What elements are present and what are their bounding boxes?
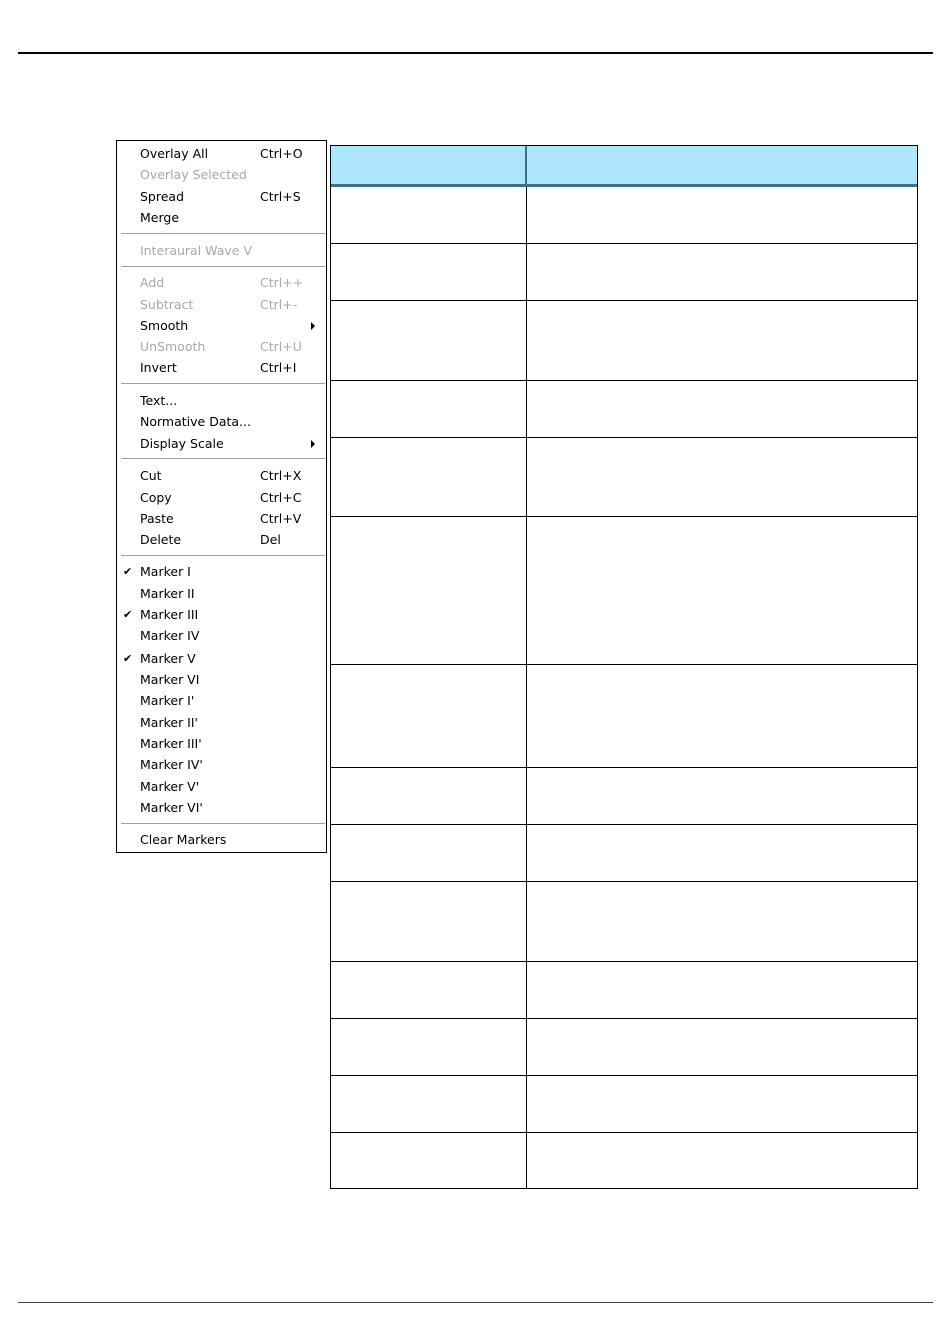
menu-item-clear-markers[interactable] [117,830,326,850]
table-row [331,962,917,1018]
table-row [331,381,917,437]
menu-item-marker-iii-prime[interactable] [117,734,326,754]
menu-item-marker-i[interactable] [117,562,326,582]
menu-item-label: Interaural Wave V [140,243,252,258]
table-row [331,1133,917,1188]
menu-item-label: Marker III [140,607,199,622]
submenu-arrow-icon [311,440,315,448]
menu-item-marker-iv-prime[interactable] [117,755,326,775]
menu-item-overlay-selected [117,165,326,185]
menu-item-label: UnSmooth [140,339,206,354]
menu-item-shortcut: Del [260,532,281,547]
menu-separator [121,266,325,268]
menu-item-marker-iv[interactable] [117,626,326,646]
menu-item-shortcut: Ctrl+I [260,360,297,375]
menu-item-copy[interactable] [117,488,326,508]
menu-item-label: Marker III' [140,736,202,751]
menu-item-label: Normative Data... [140,414,251,429]
menu-item-label: Delete [140,532,182,547]
header-column-divider [525,146,527,187]
menu-item-label: Display Scale [140,436,224,451]
menu-item-interaural-wave-v [117,241,326,261]
menu-separator [121,458,325,460]
menu-item-label: Marker V [140,651,196,666]
table-row [331,665,917,767]
menu-item-label: Smooth [140,318,189,333]
menu-item-invert[interactable] [117,358,326,378]
menu-item-label: Text... [140,393,178,408]
menu-item-cut[interactable] [117,466,326,486]
menu-item-marker-ii-prime[interactable] [117,713,326,733]
menu-item-display-scale[interactable] [117,434,326,454]
menu-item-label: Marker II [140,586,195,601]
menu-separator [121,555,325,557]
menu-item-label: Marker I [140,564,191,579]
menu-item-label: Merge [140,210,180,225]
menu-item-marker-v[interactable] [117,649,326,669]
menu-separator [121,823,325,825]
menu-item-marker-i-prime[interactable] [117,691,326,711]
table-header [331,146,917,187]
menu-item-text[interactable] [117,391,326,411]
context-menu [116,140,327,853]
table-row [331,301,917,380]
menu-item-subtract [117,295,326,315]
menu-item-shortcut: Ctrl+U [260,339,302,354]
page-bottom-rule [18,1302,933,1303]
menu-item-marker-v-prime[interactable] [117,777,326,797]
menu-item-paste[interactable] [117,509,326,529]
menu-item-shortcut: Ctrl+- [260,297,298,312]
menu-item-spread[interactable] [117,187,326,207]
menu-item-label: Marker VI' [140,800,203,815]
menu-item-unsmooth [117,337,326,357]
checkmark-icon: ✔ [123,608,133,621]
menu-item-label: Copy [140,490,172,505]
menu-item-smooth[interactable] [117,316,326,336]
menu-item-label: Marker VI [140,672,200,687]
menu-item-normative-data[interactable] [117,412,326,432]
checkmark-icon: ✔ [123,565,133,578]
menu-item-delete[interactable] [117,530,326,550]
menu-item-marker-iii[interactable] [117,605,326,625]
menu-item-shortcut: Ctrl++ [260,275,304,290]
table-row [331,244,917,300]
table-row [331,825,917,881]
menu-item-shortcut: Ctrl+O [260,146,303,161]
menu-item-label: Invert [140,360,177,375]
menu-item-shortcut: Ctrl+X [260,468,302,483]
table-row [331,882,917,961]
submenu-arrow-icon [311,322,315,330]
menu-item-label: Paste [140,511,174,526]
menu-separator [121,383,325,385]
menu-item-label: Cut [140,468,162,483]
menu-item-label: Spread [140,189,185,204]
menu-item-label: Add [140,275,165,290]
menu-item-shortcut: Ctrl+V [260,511,302,526]
menu-item-add [117,273,326,293]
table-row [331,187,917,243]
menu-item-marker-vi-prime[interactable] [117,798,326,818]
description-table [330,145,918,1189]
menu-item-shortcut: Ctrl+S [260,189,301,204]
menu-item-label: Marker II' [140,715,198,730]
menu-item-merge[interactable] [117,208,326,228]
menu-item-label: Overlay Selected [140,167,247,182]
menu-item-overlay-all[interactable] [117,144,326,164]
table-row [331,438,917,516]
menu-item-label: Clear Markers [140,832,227,847]
menu-item-label: Overlay All [140,146,209,161]
table-row [331,1019,917,1075]
menu-item-shortcut: Ctrl+C [260,490,302,505]
table-row [331,768,917,824]
menu-item-marker-vi[interactable] [117,670,326,690]
menu-item-label: Marker I' [140,693,195,708]
menu-item-label: Marker IV [140,628,200,643]
page-top-rule [18,52,933,54]
table-row [331,1076,917,1132]
menu-item-label: Marker IV' [140,757,203,772]
menu-item-marker-ii[interactable] [117,584,326,604]
checkmark-icon: ✔ [123,652,133,665]
menu-item-label: Subtract [140,297,194,312]
table-row [331,517,917,664]
menu-separator [121,233,325,235]
menu-item-label: Marker V' [140,779,200,794]
